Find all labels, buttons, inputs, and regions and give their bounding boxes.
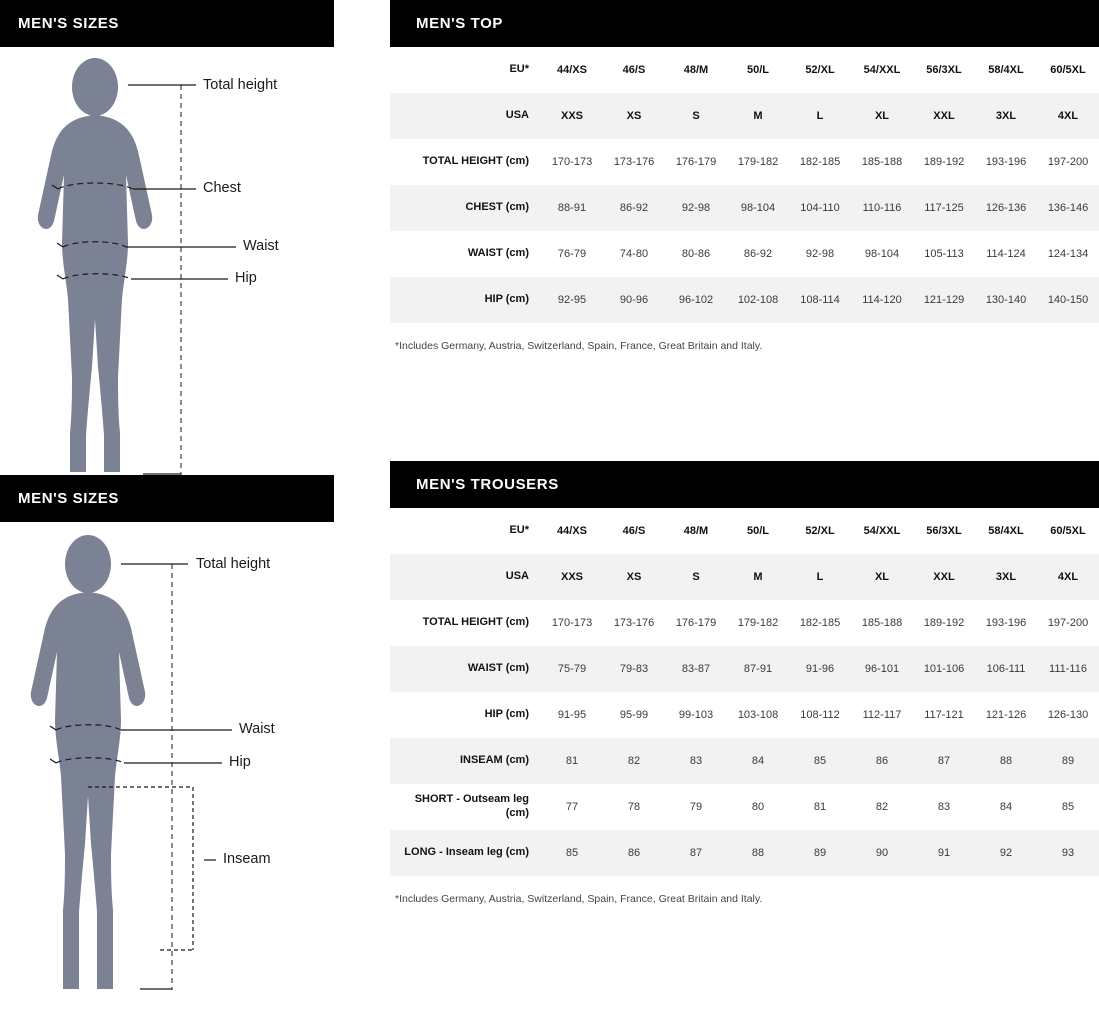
table-cell: 74-80 xyxy=(603,231,665,277)
table-cell: 82 xyxy=(851,784,913,830)
table-cell: 111-116 xyxy=(1037,646,1099,692)
table-cell: 136-146 xyxy=(1037,185,1099,231)
table-cell: 54/XXL xyxy=(851,508,913,554)
table-cell: 83-87 xyxy=(665,646,727,692)
table-cell: 60/5XL xyxy=(1037,508,1099,554)
table-cell: 90-96 xyxy=(603,277,665,323)
table-cell: 104-110 xyxy=(789,185,851,231)
row-label: HIP (cm) xyxy=(390,277,541,323)
table-cell: 79-83 xyxy=(603,646,665,692)
table-cell: 126-130 xyxy=(1037,692,1099,738)
table-cell: 80-86 xyxy=(665,231,727,277)
table-cell: 86 xyxy=(603,830,665,876)
male-silhouette-bottom-icon xyxy=(0,522,334,992)
table-cell: 60/5XL xyxy=(1037,47,1099,93)
table-cell: 185-188 xyxy=(851,139,913,185)
callout-hip-bottom: Hip xyxy=(229,754,251,770)
table-cell: 197-200 xyxy=(1037,139,1099,185)
table-cell: 76-79 xyxy=(541,231,603,277)
table-cell: 121-129 xyxy=(913,277,975,323)
table-cell: 58/4XL xyxy=(975,508,1037,554)
mens-top-table-title: MEN'S TOP xyxy=(416,15,504,32)
table-cell: XXL xyxy=(913,554,975,600)
table-cell: XXS xyxy=(541,554,603,600)
table-cell: 86-92 xyxy=(727,231,789,277)
table-row xyxy=(390,646,1099,692)
table-cell: 82 xyxy=(603,738,665,784)
table-cell: 92-95 xyxy=(541,277,603,323)
table-row xyxy=(390,47,1099,93)
table-cell: 85 xyxy=(541,830,603,876)
table-cell: 92 xyxy=(975,830,1037,876)
table-cell: 48/M xyxy=(665,47,727,93)
mens-trousers-table-header xyxy=(390,461,1099,508)
table-cell: 78 xyxy=(603,784,665,830)
table-cell: 179-182 xyxy=(727,139,789,185)
right-column xyxy=(390,0,1099,905)
table-cell: 81 xyxy=(541,738,603,784)
table-cell: 176-179 xyxy=(665,139,727,185)
table-cell: 81 xyxy=(789,784,851,830)
row-label: EU* xyxy=(390,47,541,93)
row-label: WAIST (cm) xyxy=(390,231,541,277)
table-cell: 46/S xyxy=(603,508,665,554)
table-cell: XL xyxy=(851,93,913,139)
table-cell: 124-134 xyxy=(1037,231,1099,277)
table-cell: M xyxy=(727,93,789,139)
table-cell: 3XL xyxy=(975,93,1037,139)
table-row xyxy=(390,692,1099,738)
table-row xyxy=(390,738,1099,784)
table-cell: 56/3XL xyxy=(913,47,975,93)
mens-trousers-size-table xyxy=(390,508,1099,876)
callout-chest: Chest xyxy=(203,180,241,196)
table-cell: 44/XS xyxy=(541,47,603,93)
table-cell: 86-92 xyxy=(603,185,665,231)
table-row xyxy=(390,830,1099,876)
table-cell: 176-179 xyxy=(665,600,727,646)
table-cell: 90 xyxy=(851,830,913,876)
table-cell: 114-124 xyxy=(975,231,1037,277)
table-cell: 91-95 xyxy=(541,692,603,738)
table-cell: 173-176 xyxy=(603,600,665,646)
table-cell: 88 xyxy=(975,738,1037,784)
table-cell: 189-192 xyxy=(913,139,975,185)
mens-trousers-table-title: MEN'S TROUSERS xyxy=(416,476,559,493)
callout-total-height-top: Total height xyxy=(203,77,278,93)
table-cell: 130-140 xyxy=(975,277,1037,323)
table-cell: 56/3XL xyxy=(913,508,975,554)
table-cell: 92-98 xyxy=(665,185,727,231)
table-cell: 108-114 xyxy=(789,277,851,323)
table-row xyxy=(390,508,1099,554)
table-cell: 50/L xyxy=(727,47,789,93)
table-cell: 87 xyxy=(665,830,727,876)
table-cell: 105-113 xyxy=(913,231,975,277)
table-cell: 117-121 xyxy=(913,692,975,738)
table-cell: 75-79 xyxy=(541,646,603,692)
row-label: INSEAM (cm) xyxy=(390,738,541,784)
table-cell: 91 xyxy=(913,830,975,876)
male-silhouette-top-icon xyxy=(0,47,334,475)
table-cell: 48/M xyxy=(665,508,727,554)
table-cell: M xyxy=(727,554,789,600)
table-cell: 117-125 xyxy=(913,185,975,231)
table-cell: 108-112 xyxy=(789,692,851,738)
table-cell: 193-196 xyxy=(975,600,1037,646)
table-row xyxy=(390,231,1099,277)
table-cell: 114-120 xyxy=(851,277,913,323)
table-cell: 173-176 xyxy=(603,139,665,185)
mens-sizes-header-top-label: MEN'S SIZES xyxy=(18,15,120,32)
table-cell: S xyxy=(665,93,727,139)
table-cell: 88-91 xyxy=(541,185,603,231)
table-cell: 85 xyxy=(789,738,851,784)
table-cell: 106-111 xyxy=(975,646,1037,692)
table-cell: 88 xyxy=(727,830,789,876)
row-label: WAIST (cm) xyxy=(390,646,541,692)
table-cell: 83 xyxy=(665,738,727,784)
mens-top-footnote: *Includes Germany, Austria, Switzerland, Spain, France, Great Britain and Italy. xyxy=(395,340,763,352)
row-label: TOTAL HEIGHT (cm) xyxy=(390,139,541,185)
table-cell: 4XL xyxy=(1037,554,1099,600)
table-cell: 179-182 xyxy=(727,600,789,646)
table-cell: 185-188 xyxy=(851,600,913,646)
mens-trousers-figure xyxy=(0,522,334,992)
table-cell: 98-104 xyxy=(727,185,789,231)
table-cell: 58/4XL xyxy=(975,47,1037,93)
table-cell: 182-185 xyxy=(789,600,851,646)
mens-sizes-header-top xyxy=(0,0,334,47)
table-cell: 84 xyxy=(727,738,789,784)
table-row xyxy=(390,554,1099,600)
table-cell: 4XL xyxy=(1037,93,1099,139)
row-label: TOTAL HEIGHT (cm) xyxy=(390,600,541,646)
table-cell: 93 xyxy=(1037,830,1099,876)
table-row xyxy=(390,277,1099,323)
callout-hip-top: Hip xyxy=(235,270,257,286)
table-cell: 52/XL xyxy=(789,47,851,93)
table-cell: 193-196 xyxy=(975,139,1037,185)
table-cell: L xyxy=(789,554,851,600)
table-cell: 44/XS xyxy=(541,508,603,554)
table-cell: 86 xyxy=(851,738,913,784)
table-cell: 89 xyxy=(789,830,851,876)
table-cell: 170-173 xyxy=(541,600,603,646)
table-cell: 77 xyxy=(541,784,603,830)
table-cell: 87 xyxy=(913,738,975,784)
table-cell: 96-102 xyxy=(665,277,727,323)
table-row xyxy=(390,784,1099,830)
left-column xyxy=(0,0,334,992)
table-cell: 80 xyxy=(727,784,789,830)
mens-trousers-footnote: *Includes Germany, Austria, Switzerland, Spain, France, Great Britain and Italy. xyxy=(395,893,763,905)
table-cell: 121-126 xyxy=(975,692,1037,738)
row-label: HIP (cm) xyxy=(390,692,541,738)
table-cell: 95-99 xyxy=(603,692,665,738)
table-cell: XL xyxy=(851,554,913,600)
row-label: SHORT - Outseam leg (cm) xyxy=(390,784,541,830)
table-cell: 46/S xyxy=(603,47,665,93)
table-cell: XS xyxy=(603,554,665,600)
spacer xyxy=(390,352,1099,461)
mens-top-table-header xyxy=(390,0,1099,47)
table-row xyxy=(390,93,1099,139)
mens-sizes-header-bottom xyxy=(0,475,334,522)
table-cell: 83 xyxy=(913,784,975,830)
table-cell: 54/XXL xyxy=(851,47,913,93)
table-cell: 189-192 xyxy=(913,600,975,646)
table-row xyxy=(390,185,1099,231)
table-cell: L xyxy=(789,93,851,139)
table-cell: 87-91 xyxy=(727,646,789,692)
table-cell: 126-136 xyxy=(975,185,1037,231)
mens-top-size-table xyxy=(390,47,1099,323)
mens-top-figure xyxy=(0,47,334,475)
table-row xyxy=(390,139,1099,185)
row-label: LONG - Inseam leg (cm) xyxy=(390,830,541,876)
table-cell: XXS xyxy=(541,93,603,139)
table-cell: 84 xyxy=(975,784,1037,830)
table-cell: XS xyxy=(603,93,665,139)
table-cell: 197-200 xyxy=(1037,600,1099,646)
table-cell: 140-150 xyxy=(1037,277,1099,323)
table-cell: 102-108 xyxy=(727,277,789,323)
table-cell: 98-104 xyxy=(851,231,913,277)
table-cell: S xyxy=(665,554,727,600)
callout-waist-top: Waist xyxy=(243,238,279,254)
table-cell: 101-106 xyxy=(913,646,975,692)
table-cell: 103-108 xyxy=(727,692,789,738)
table-cell: 50/L xyxy=(727,508,789,554)
row-label: USA xyxy=(390,554,541,600)
row-label: USA xyxy=(390,93,541,139)
callout-inseam: Inseam xyxy=(223,851,271,867)
table-cell: 96-101 xyxy=(851,646,913,692)
table-cell: 3XL xyxy=(975,554,1037,600)
row-label: EU* xyxy=(390,508,541,554)
table-cell: 91-96 xyxy=(789,646,851,692)
table-cell: 170-173 xyxy=(541,139,603,185)
callout-waist-bottom: Waist xyxy=(239,721,275,737)
table-cell: 79 xyxy=(665,784,727,830)
table-cell: 112-117 xyxy=(851,692,913,738)
table-cell: 92-98 xyxy=(789,231,851,277)
row-label: CHEST (cm) xyxy=(390,185,541,231)
table-cell: 182-185 xyxy=(789,139,851,185)
table-cell: 89 xyxy=(1037,738,1099,784)
table-cell: 52/XL xyxy=(789,508,851,554)
table-cell: 85 xyxy=(1037,784,1099,830)
table-row xyxy=(390,600,1099,646)
table-cell: 99-103 xyxy=(665,692,727,738)
mens-sizes-header-bottom-label: MEN'S SIZES xyxy=(18,490,120,507)
table-cell: XXL xyxy=(913,93,975,139)
callout-total-height-bottom: Total height xyxy=(196,556,271,572)
table-cell: 110-116 xyxy=(851,185,913,231)
